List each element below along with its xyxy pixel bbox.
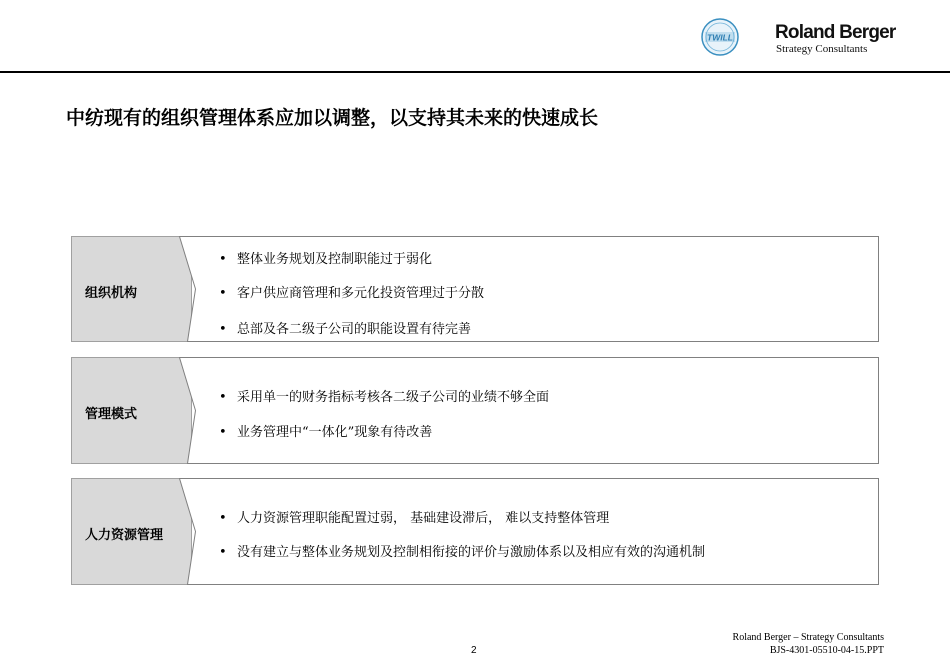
header-divider bbox=[0, 71, 950, 73]
list-item: • 业务管理中“一体化”现象有待改善 bbox=[219, 425, 433, 440]
section-frame bbox=[71, 478, 879, 585]
brand-name: Roland Berger bbox=[775, 22, 896, 43]
list-item: • 客户供应商管理和多元化投资管理过于分散 bbox=[219, 286, 485, 301]
section-label: 组织机构 bbox=[85, 285, 138, 300]
page-title: 中纺现有的组织管理体系应加以调整，以支持其未来的快速成长 bbox=[66, 108, 599, 129]
bullet-icon: • bbox=[219, 511, 227, 526]
logo-text: TWILL bbox=[707, 32, 733, 43]
footer-company: Roland Berger – Strategy Consultants bbox=[732, 632, 884, 643]
section-label: 人力资源管理 bbox=[85, 527, 164, 542]
section-label: 管理模式 bbox=[85, 406, 138, 421]
bullet-icon: • bbox=[219, 545, 227, 560]
bullet-icon: • bbox=[219, 252, 227, 267]
list-item: • 采用单一的财务指标考核各二级子公司的业绩不够全面 bbox=[219, 390, 550, 405]
bullet-icon: • bbox=[219, 390, 227, 405]
section-organization bbox=[71, 236, 879, 342]
page-number: 2 bbox=[471, 645, 477, 656]
footer-reference: BJS-4301-05510-04-15.PPT bbox=[769, 645, 884, 656]
bullet-icon: • bbox=[219, 286, 227, 301]
list-item: • 人力资源管理职能配置过弱， 基础建设滞后， 难以支持整体管理 bbox=[219, 511, 610, 526]
section-human-resources bbox=[71, 478, 879, 585]
twill-logo-icon bbox=[700, 17, 740, 57]
bullet-icon: • bbox=[219, 322, 227, 337]
section-management-mode bbox=[71, 357, 879, 464]
bullet-icon: • bbox=[219, 425, 227, 440]
brand-subtitle: Strategy Consultants bbox=[776, 43, 868, 55]
list-item: • 没有建立与整体业务规划及控制相衔接的评价与激励体系以及相应有效的沟通机制 bbox=[219, 545, 706, 560]
content-box bbox=[180, 358, 879, 464]
section-frame bbox=[71, 357, 879, 464]
list-item: • 整体业务规划及控制职能过于弱化 bbox=[219, 252, 433, 267]
content-box bbox=[180, 479, 879, 585]
list-item: • 总部及各二级子公司的职能设置有待完善 bbox=[219, 322, 472, 337]
